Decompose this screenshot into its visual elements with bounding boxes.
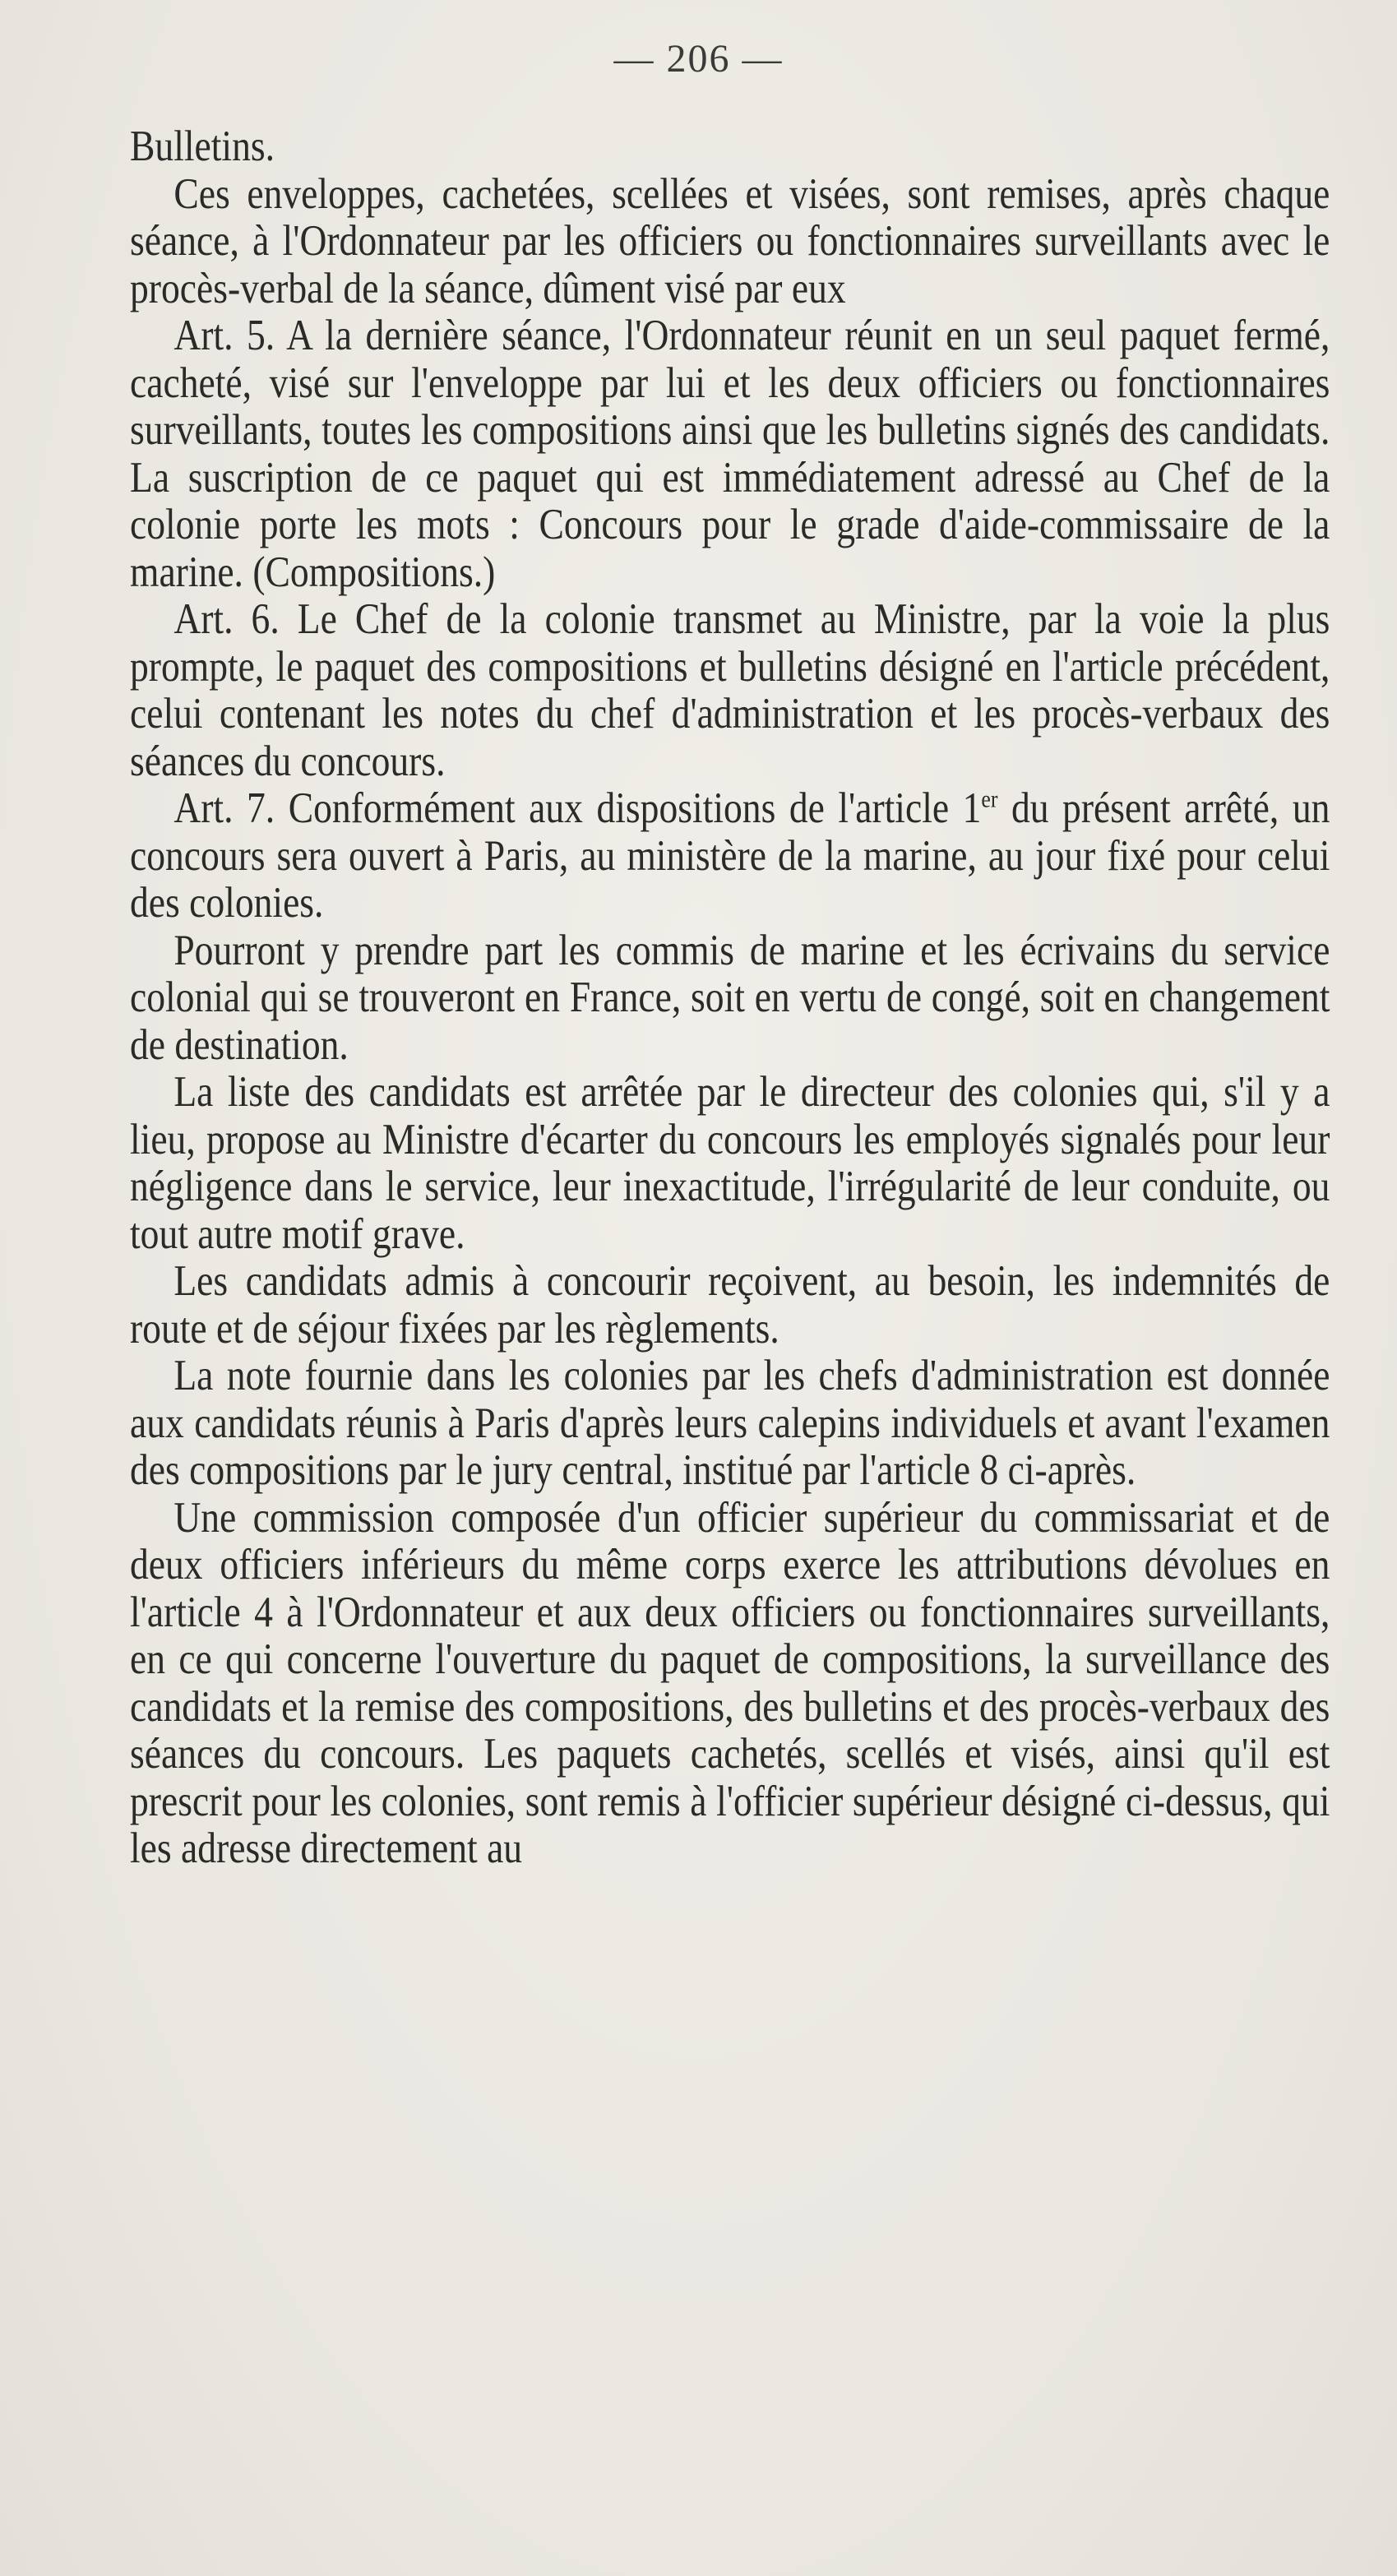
article-7-superscript: er: [981, 785, 998, 813]
paragraph-bulletins-heading: Bulletins.: [130, 123, 275, 170]
paragraph-commission: Une commission composée d'un officier supérieur du commissariat et de deux officiers inférieurs du même corps exerce les attributions dévolues en l'article 4 à l'Ordonnateur et aux deux officiers ou fonctionnaires surveillants, en ce qui concerne l'ouverture du paquet de compositions, la surveillance des candidats et la remise des compositions, des bulletins et des procès-verbaux des séances du concours. Les paquets cachetés, scellés et visés, ainsi qu'il est prescrit pour les colonies, sont remis à l'officier supérieur désigné ci-dessus, qui les adresse directement au: [130, 1493, 1330, 1872]
body-text: [130, 123, 1330, 1873]
paragraph-article-7: [130, 785, 1330, 927]
paragraph-article-6: Art. 6. Le Chef de la colonie transmet au Ministre, par la voie la plus prompte, le paquet des compositions et bulletins désigné en l'article précédent, celui contenant les notes du chef d'administration et les procès-verbaux des séances du concours.: [130, 595, 1330, 785]
paragraph-participants: Pourront y prendre part les commis de marine et les écrivains du service colonial qui se trouveront en France, soit en vertu de congé, soit en changement de destination.: [130, 926, 1330, 1069]
paragraph-candidate-list: La liste des candidats est arrêtée par le directeur des colonies qui, s'il y a lieu, propose au Ministre d'écarter du concours les employés signalés pour leur négligence dans le service, leur inexactitude, l'irrégularité de leur conduite, ou tout autre motif grave.: [130, 1068, 1330, 1258]
page-number: — 206 —: [613, 37, 784, 81]
paragraph-article-5: Art. 5. A la dernière séance, l'Ordonnateur réunit en un seul paquet fermé, cacheté, visé sur l'enveloppe par lui et les deux officiers ou fonctionnaires surveillants, toutes les compositions ainsi que les bulletins signés des candidats. La suscription de ce paquet qui est immédiatement adressé au Chef de la colonie porte les mots : Concours pour le grade d'aide-commissaire de la marine. (Compositions.): [130, 312, 1330, 596]
paragraph-notes: La note fournie dans les colonies par les chefs d'administration est donnée aux candidats réunis à Paris d'après leurs calepins individuels et avant l'examen des compositions par le jury central, institué par l'article 8 ci-après.: [130, 1352, 1330, 1494]
article-7-text-end: du présent arrêté, un concours sera ouvert à Paris, au ministère de la marine, au jour fixé pour celui des colonies.: [130, 784, 1330, 927]
article-7-text-start: Art. 7. Conformément aux dispositions de l'article 1: [173, 784, 982, 832]
paragraph-envelopes: Ces enveloppes, cachetées, scellées et visées, sont remises, après chaque séance, à l'Ordonnateur par les officiers ou fonctionnaires surveillants avec le procès-verbal de la séance, dûment visé par eux: [130, 169, 1330, 312]
paragraph-indemnities: Les candidats admis à concourir reçoivent, au besoin, les indemnités de route et de séjour fixées par les règlements.: [130, 1257, 1330, 1353]
